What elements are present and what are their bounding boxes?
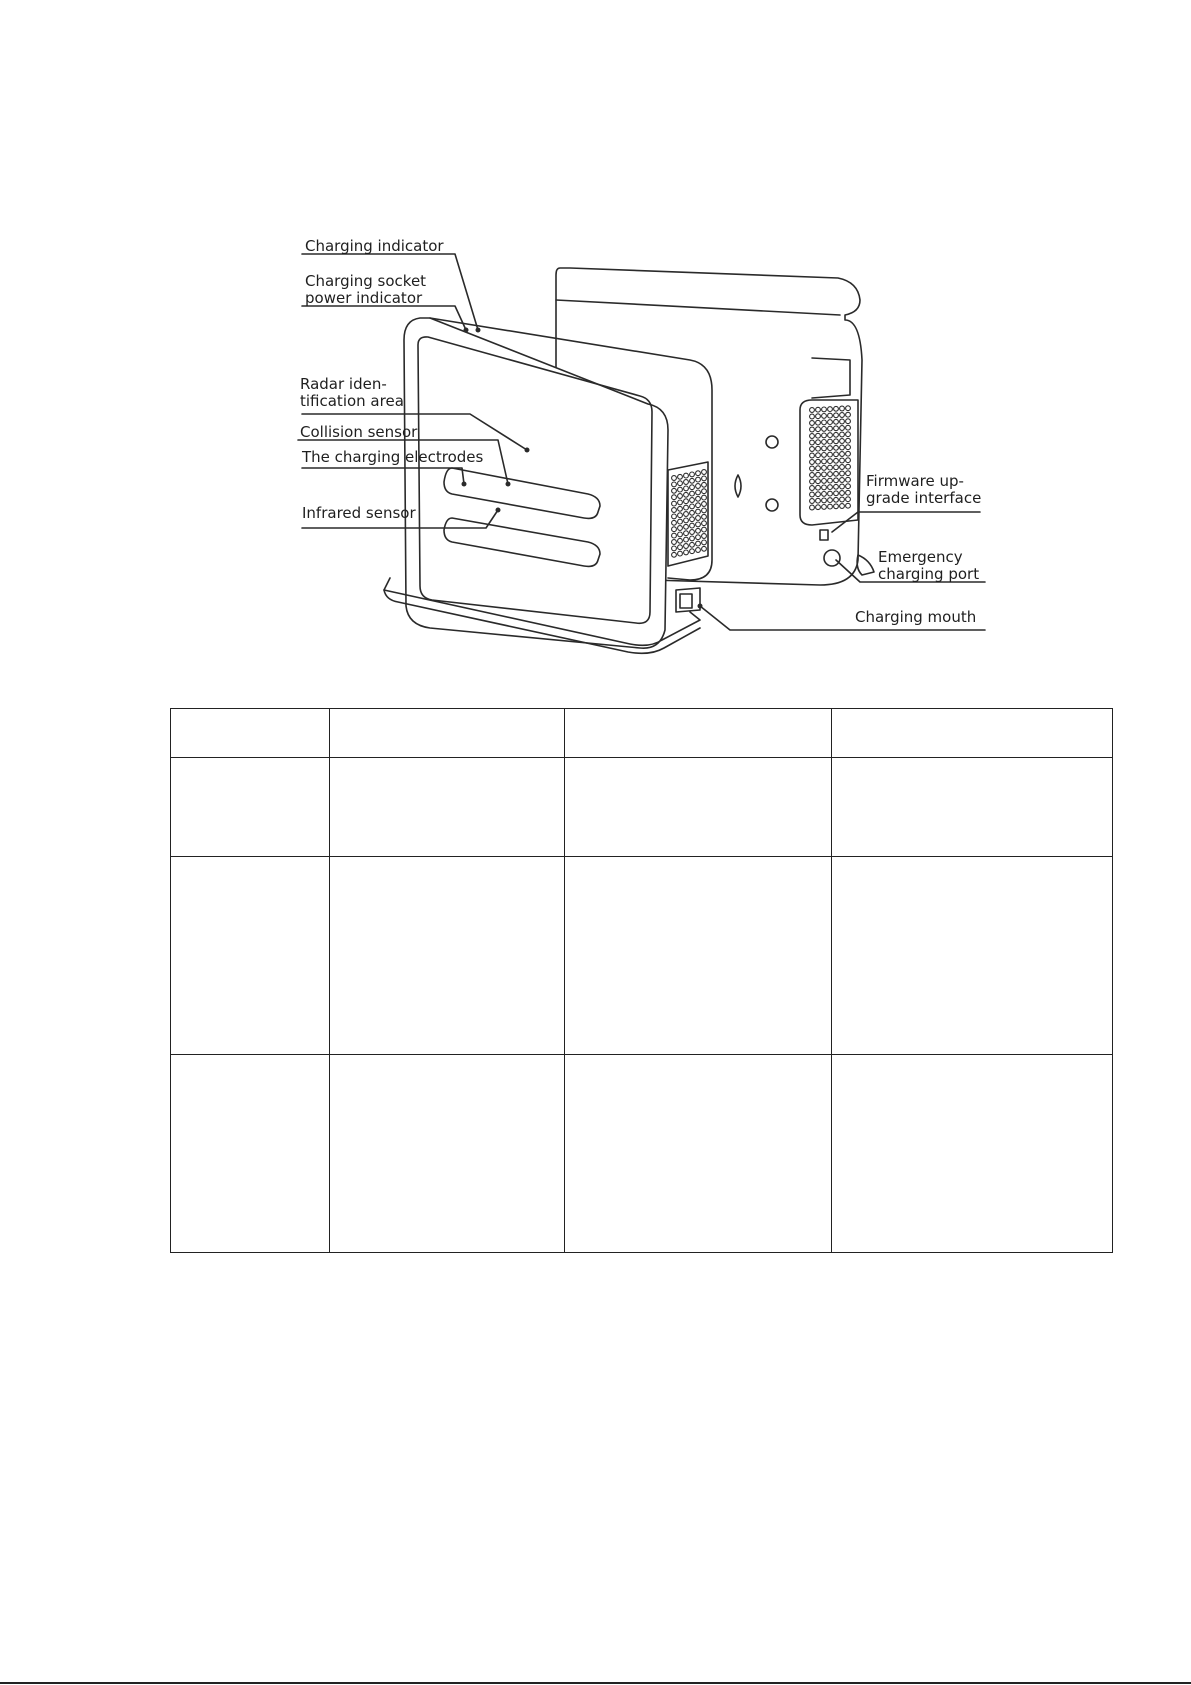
table-cell xyxy=(565,1055,832,1253)
page-bottom-rule xyxy=(0,1682,1191,1684)
label-charging-socket-line2: power indicator xyxy=(305,289,423,307)
table-cell xyxy=(565,758,832,857)
table-cell xyxy=(330,709,565,758)
label-charging-socket-line1: Charging socket xyxy=(305,272,427,290)
table-cell xyxy=(330,857,565,1055)
label-collision-sensor: Collision sensor xyxy=(300,423,418,441)
table-cell xyxy=(832,758,1113,857)
label-emergency-line2: charging port xyxy=(878,565,980,583)
label-charging-mouth: Charging mouth xyxy=(855,608,977,626)
table-cell xyxy=(832,1055,1113,1253)
label-radar-line2: tification area xyxy=(300,392,404,410)
table-cell xyxy=(171,1055,330,1253)
label-charging-electrodes: The charging electrodes xyxy=(302,448,484,466)
label-infrared-sensor: Infrared sensor xyxy=(302,504,416,522)
table-cell xyxy=(171,758,330,857)
table-row xyxy=(171,857,1113,1055)
label-charging-indicator: Charging indicator xyxy=(305,237,444,255)
product-diagram xyxy=(0,0,1191,700)
label-firmware-line2: grade interface xyxy=(866,489,982,507)
table-cell xyxy=(565,709,832,758)
table-row xyxy=(171,1055,1113,1253)
table-cell xyxy=(330,1055,565,1253)
empty-table xyxy=(170,708,1113,1253)
label-radar-line1: Radar iden- xyxy=(300,375,387,393)
label-firmware-line1: Firmware up- xyxy=(866,472,964,490)
table-cell xyxy=(171,857,330,1055)
charging-dock-illustration xyxy=(0,0,1191,700)
table-row xyxy=(171,709,1113,758)
label-emergency-line1: Emergency xyxy=(878,548,963,566)
table-cell xyxy=(565,857,832,1055)
table-cell xyxy=(171,709,330,758)
table-row xyxy=(171,758,1113,857)
table-cell xyxy=(832,709,1113,758)
table-cell xyxy=(832,857,1113,1055)
table-cell xyxy=(330,758,565,857)
